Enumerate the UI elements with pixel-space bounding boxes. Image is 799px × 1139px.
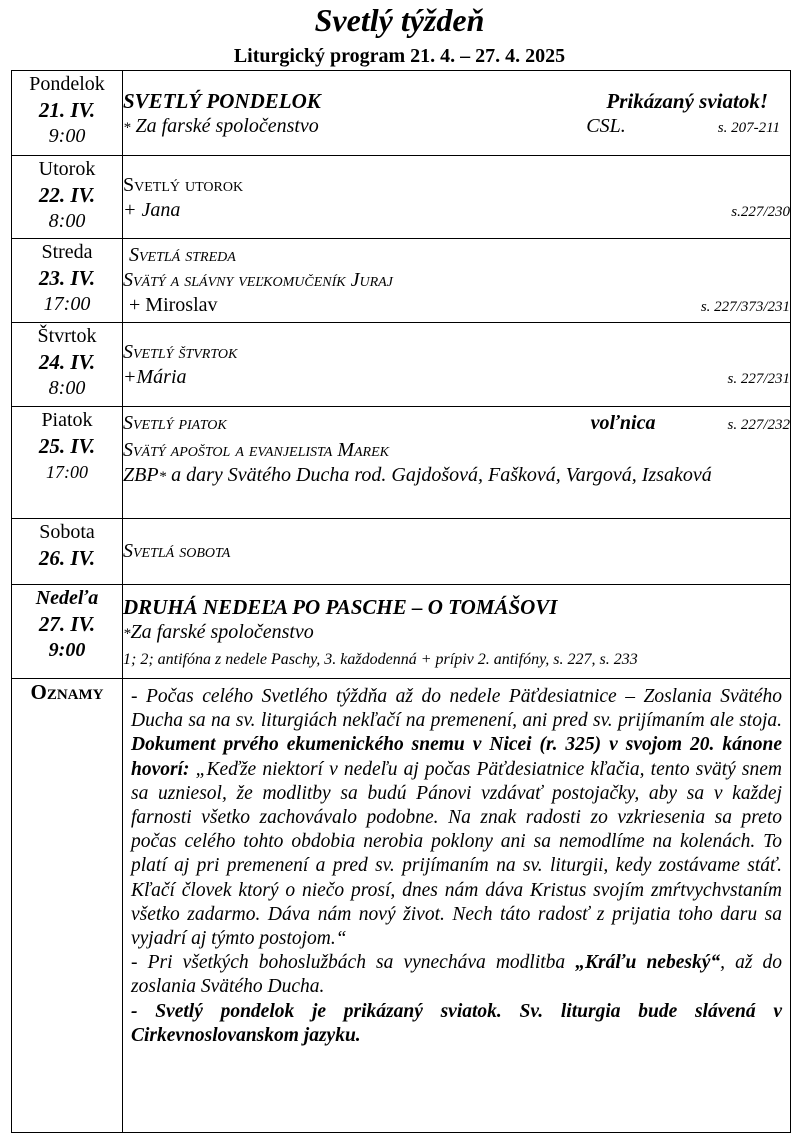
- feast-name: Svetlý utorok: [123, 174, 244, 196]
- day-date: 22. IV.: [38, 183, 96, 207]
- day-date: 25. IV.: [38, 434, 96, 458]
- rubric: 1; 2; antifóna z nedele Paschy, 3. každodenná + prípiv 2. antifóny, s. 227, s. 233: [123, 651, 638, 668]
- announcements-text: [123, 679, 790, 1050]
- book-pages: s. 227/373/231: [700, 299, 790, 315]
- day-name: Nedeľa: [35, 587, 99, 609]
- day-cell: [12, 239, 123, 323]
- announcement-2a: - Pri všetkých bohoslužbách sa vynecháva modlitba: [131, 952, 576, 974]
- day-name: Pondelok: [29, 73, 105, 95]
- table-row: [12, 585, 791, 679]
- announcements-cell: [123, 679, 791, 1133]
- day-time: 17:00: [43, 293, 91, 315]
- day-name: Sobota: [39, 521, 95, 543]
- day-program: [123, 239, 791, 323]
- intention-mark: *: [158, 469, 167, 485]
- day-program: [123, 71, 791, 156]
- intention: a dary Svätého Ducha rod. Gajdošová, Fašková, Vargová, Izsaková: [166, 464, 712, 486]
- day-name: Utorok: [38, 158, 96, 180]
- feast-name: DRUHÁ NEDEĽA PO PASCHE – O TOMÁŠOVI: [123, 595, 558, 619]
- table-row: [12, 71, 791, 156]
- day-name: Streda: [41, 241, 93, 263]
- intention: Za farské spoločenstvo: [130, 621, 314, 643]
- day-program: [123, 156, 791, 239]
- table-row: [12, 519, 791, 585]
- book-pages: s. 207-211: [717, 120, 780, 136]
- table-row: [12, 323, 791, 407]
- day-program: [123, 407, 791, 519]
- book-pages: s. 227/232: [727, 417, 790, 433]
- feast-name: Svetlý štvrtok: [123, 341, 238, 363]
- language-note: CSL.: [586, 115, 626, 137]
- book-pages: s. 227/231: [727, 371, 790, 387]
- announcement-1a: - Počas celého Svetlého týždňa až do nedele Päťdesiatnice – Zoslania Svätého Ducha sa na sv. liturgiách nekľačí na premenení, ani pred sv. prijímaním ale stoja.: [131, 686, 782, 732]
- intention: +Mária: [123, 366, 187, 388]
- day-program: [123, 323, 791, 407]
- day-date: 21. IV.: [38, 98, 96, 122]
- feast-note: voľnica: [590, 412, 656, 434]
- day-cell: [12, 323, 123, 407]
- day-name: Štvrtok: [37, 325, 97, 347]
- intention-prefix: ZBP: [123, 464, 159, 486]
- announcement-1b: Dokument prvého ekumenického snemu v Nicei (r. 325) v svojom 20. kánone hovorí:: [131, 734, 782, 780]
- day-date: 27. IV.: [38, 612, 96, 636]
- book-pages: s.227/230: [731, 204, 790, 220]
- day-date: 23. IV.: [38, 266, 96, 290]
- feast-saint: Svätý apoštol a evanjelista Marek: [123, 439, 389, 461]
- table-row: [12, 679, 791, 1133]
- announcement-2b: „Kráľu nebeský“: [575, 952, 721, 974]
- day-cell: [12, 585, 123, 679]
- intention: + Miroslav: [129, 294, 218, 316]
- feast-name: Svetlá streda: [129, 244, 236, 266]
- day-cell: [12, 407, 123, 519]
- day-date: 26. IV.: [38, 546, 96, 570]
- day-time: 8:00: [48, 210, 86, 232]
- intention-mark: *: [123, 120, 131, 136]
- table-row: [12, 407, 791, 519]
- day-name: Piatok: [41, 409, 93, 431]
- feast-name: Svetlý piatok: [123, 412, 227, 434]
- announcement-2c: , až do zoslania Svätého Ducha.: [131, 952, 782, 998]
- table-row: [12, 239, 791, 323]
- day-program: [123, 585, 791, 679]
- announcement-3: - Svetlý pondelok je prikázaný sviatok. Sv. liturgia bude slávená v Cirkevnoslovanskom jazyku.: [131, 1000, 782, 1046]
- liturgy-schedule-table: [11, 70, 791, 1133]
- day-cell: [12, 71, 123, 156]
- announcements-label-cell: [12, 679, 123, 1133]
- day-time: 9:00: [48, 639, 86, 661]
- announcement-1c: „Keďže niektorí v nedeľu aj počas Päťdesiatnice kľačia, tento svätý snem sa uzniesol, že modlitby sa budú Pánovi vzdávať postojačky, aby sa v každej farnosti všetko zachovávalo podobne. Na znak radosti zo vzkriesenia sa preto počas celého tohto obdobia nerobia poklony ani sa nemodlíme na kolenách. To platí aj pri premenení a pred sv. prijímaním na sv. liturgii, kedy zostávame stáť. Kľačí človek ktorý o niečo prosí, dnes nám dáva Kristus svojím zmŕtvychvstaním všetko zadarmo. Dáva nám nový život. Nech táto radosť z prijatia toho daru sa vyjadrí aj týmto postojom.“: [131, 758, 782, 950]
- feast-name: Svetlá sobota: [123, 540, 231, 562]
- table-row: [12, 156, 791, 239]
- day-cell: [12, 156, 123, 239]
- day-date: 24. IV.: [38, 350, 96, 374]
- intention-mark: *: [123, 626, 131, 642]
- day-program: [123, 519, 791, 585]
- day-cell: [12, 519, 123, 585]
- intention: + Jana: [123, 199, 181, 221]
- feast-saint: Svätý a slávny veľkomučeník Juraj: [123, 269, 393, 291]
- announcements-label: Oznamy: [30, 680, 104, 704]
- feast-name: SVETLÝ PONDELOK: [123, 89, 321, 113]
- intention: Za farské spoločenstvo: [135, 115, 319, 137]
- page-subtitle: Liturgický program 21. 4. – 27. 4. 2025: [233, 45, 566, 67]
- page-title: Svetlý týždeň: [314, 2, 485, 38]
- day-time: 9:00: [48, 125, 86, 147]
- feast-note: Prikázaný sviatok!: [606, 89, 768, 113]
- day-time: 17:00: [46, 462, 88, 482]
- day-time: 8:00: [48, 377, 86, 399]
